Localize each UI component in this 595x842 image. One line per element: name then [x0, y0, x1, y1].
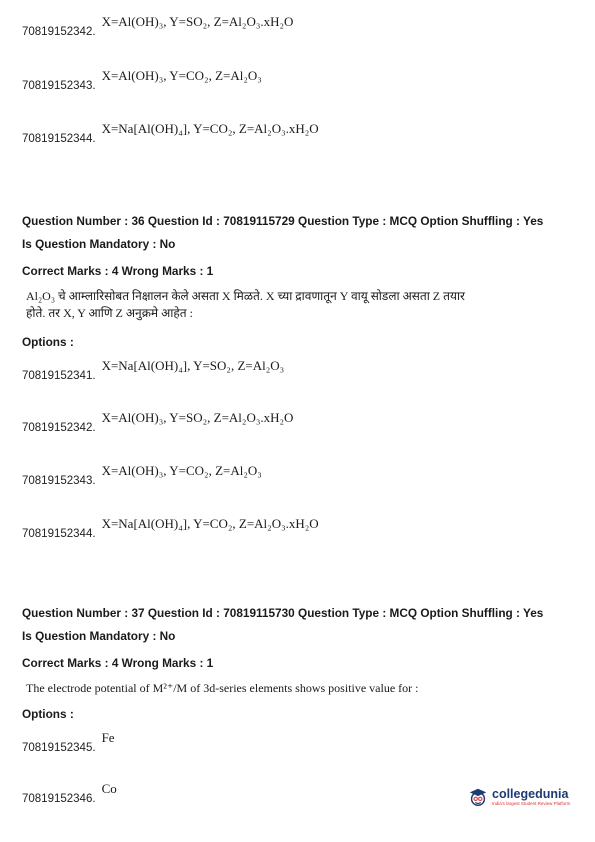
option-value: Co — [101, 781, 117, 796]
option-id: 70819152343. — [22, 475, 96, 487]
option-value: X=Al(OH)₃, Y=CO₂, Z=Al₂O₃ — [101, 463, 262, 478]
question-36-options-label: Options : — [22, 335, 74, 349]
option-id: 70819152346. — [22, 793, 96, 805]
option-value: X=Al(OH)₃, Y=SO₂, Z=Al₂O₃.xH₂O — [101, 410, 294, 425]
option-id: 70819152344. — [22, 133, 96, 145]
option-id: 70819152343. — [22, 80, 96, 92]
option-id: 70819152342. — [22, 26, 96, 38]
option-70819152344 — [22, 516, 319, 540]
option-value: X=Al(OH)₃, Y=SO₂, Z=Al₂O₃.xH₂O — [101, 14, 294, 29]
question-37-text: The electrode potential of M²⁺/M of 3d-series elements shows positive value for : — [26, 681, 419, 695]
question-36-mandatory: Is Question Mandatory : No — [22, 237, 176, 251]
option-value: X=Na[Al(OH)₄], Y=CO₂, Z=Al₂O₃.xH₂O — [101, 121, 319, 136]
collegedunia-logo — [467, 780, 577, 814]
option-value: Fe — [101, 730, 115, 745]
option-id: 70819152345. — [22, 742, 96, 754]
question-36-text: Al₂O₃ चे आम्लारिसोबत निक्षालन केले असता X मिळते. X च्या द्रावणातून Y वायू सोडला असता Z तयार होते. तर X, Y आणि Z अनुक्रमे आहेत : — [26, 289, 465, 320]
option-id: 70819152342. — [22, 422, 96, 434]
option-70819152345 — [22, 730, 115, 754]
option-id: 70819152341. — [22, 370, 96, 382]
option-value: X=Na[Al(OH)₄], Y=SO₂, Z=Al₂O₃ — [101, 358, 285, 373]
option-70819152346 — [22, 781, 117, 805]
option-70819152344 — [22, 121, 319, 145]
option-70819152343 — [22, 68, 262, 92]
question-36-header: Question Number : 36 Question Id : 70819115729 Question Type : MCQ Option Shuffling : Yes — [22, 214, 544, 228]
question-36-marks: Correct Marks : 4 Wrong Marks : 1 — [22, 264, 214, 278]
question-37-header: Question Number : 37 Question Id : 70819115730 Question Type : MCQ Option Shuffling : Yes — [22, 606, 544, 620]
question-37-mandatory: Is Question Mandatory : No — [22, 629, 176, 643]
option-value: X=Na[Al(OH)₄], Y=CO₂, Z=Al₂O₃.xH₂O — [101, 516, 319, 531]
option-70819152341 — [22, 358, 284, 382]
logo-name: collegedunia — [492, 786, 569, 801]
option-value: X=Al(OH)₃, Y=CO₂, Z=Al₂O₃ — [101, 68, 262, 83]
logo-tagline: India's largest Student Review Platform — [492, 801, 571, 806]
option-70819152343 — [22, 463, 262, 487]
option-70819152342 — [22, 14, 293, 38]
question-37-options-label: Options : — [22, 707, 74, 721]
question-37-marks: Correct Marks : 4 Wrong Marks : 1 — [22, 656, 214, 670]
graduate-icon — [467, 786, 489, 808]
option-id: 70819152344. — [22, 528, 96, 540]
option-70819152342 — [22, 410, 293, 434]
